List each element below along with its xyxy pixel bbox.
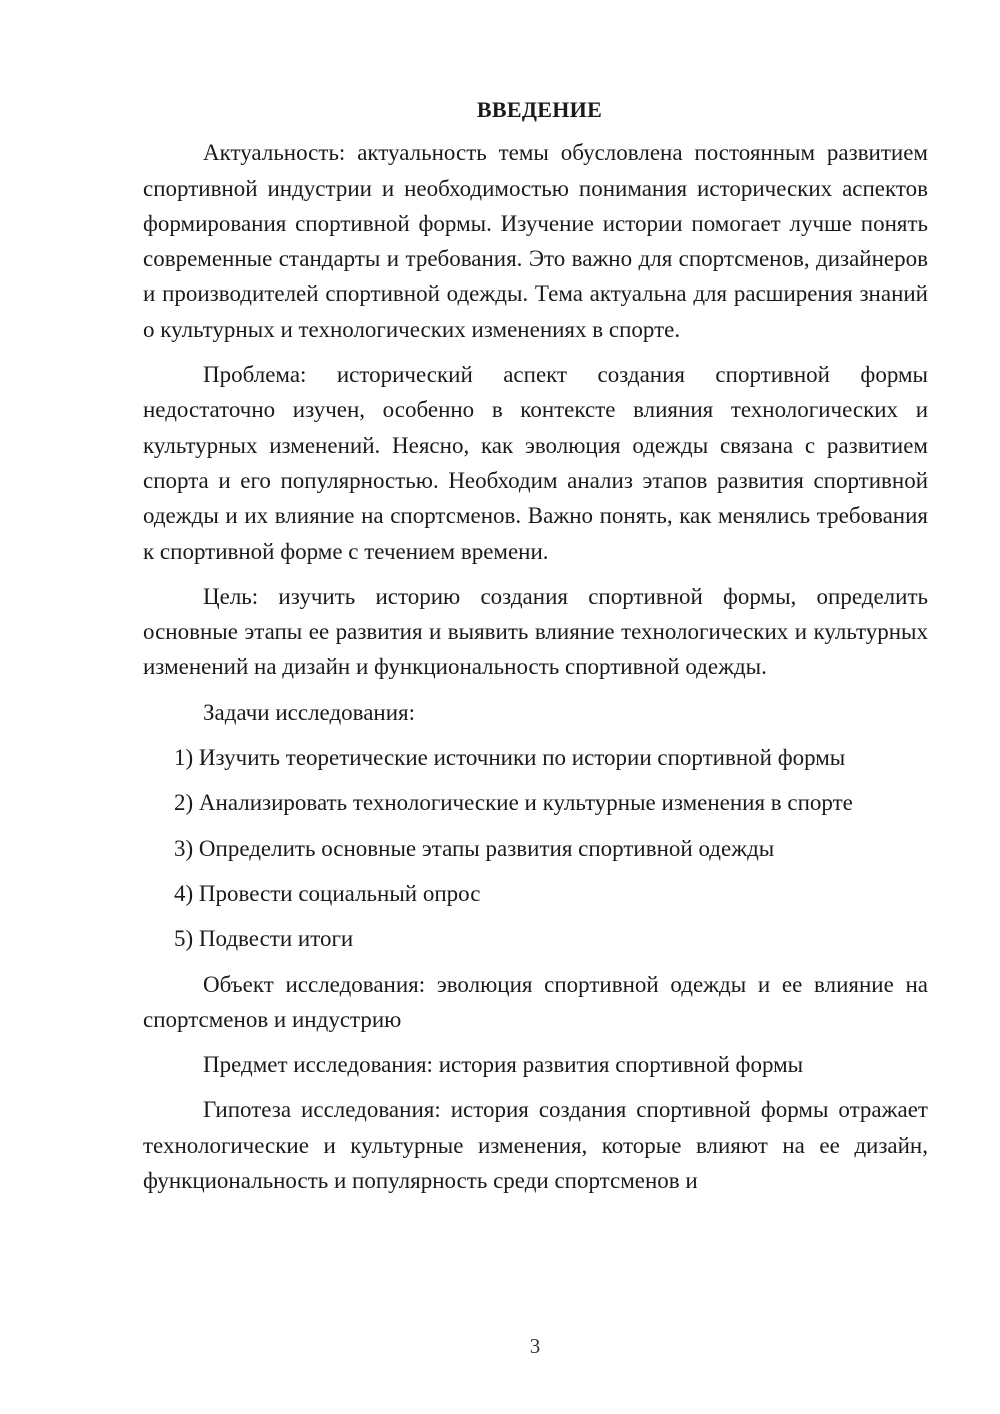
problem-paragraph: Проблема: исторический аспект создания спортивной формы недостаточно изучен, особенно в контексте влияния технологических и культурных изменений. Неясно, как эволюция одежды связана с развитием спорта и его популярностью. Необходим анализ этапов развития спортивной одежды и их влияние на спортсменов. Важно понять, как менялись требования к спортивной форме с течением времени. [143, 362, 928, 564]
hypothesis-paragraph: Гипотеза исследования: история создания спортивной формы отражает технологические и культурные изменения, которые влияют на ее дизайн, функциональность и популярность среди спортсменов и [143, 1097, 928, 1194]
task-item: 4) Провести социальный опрос [174, 880, 481, 906]
tasks-list [143, 740, 928, 956]
page-number: 3 [529, 1334, 541, 1358]
subject-paragraph: Предмет исследования: история развития спортивной формы [203, 1052, 804, 1078]
goal-paragraph: Цель: изучить историю создания спортивной формы, определить основные этапы ее развития и выявить влияние технологических и культурных изменений на дизайн и функциональность спортивной одежды. [143, 583, 928, 680]
task-item: 5) Подвести итоги [174, 926, 354, 952]
object-paragraph: Объект исследования: эволюция спортивной одежды и ее влияние на спортсменов и индустрию [143, 971, 928, 1032]
task-item: 2) Анализировать технологические и культурные изменения в спорте [174, 790, 853, 816]
task-item: 1) Изучить теоретические источники по истории спортивной формы [174, 745, 846, 771]
tasks-heading: Задачи исследования: [203, 699, 416, 725]
task-item: 3) Определить основные этапы развития спортивной одежды [174, 835, 775, 861]
relevance-paragraph: Актуальность: актуальность темы обусловлена постоянным развитием спортивной индустрии и необходимостью понимания исторических аспектов формирования спортивной формы. Изучение истории помогает лучше понять современные стандарты и требования. Это важно для спортсменов, дизайнеров и производителей спортивной одежды. Тема актуальна для расширения знаний о культурных и технологических изменениях в спорте. [143, 140, 928, 342]
page-title: ВВЕДЕНИЕ [476, 97, 603, 122]
page-content [143, 92, 928, 1208]
